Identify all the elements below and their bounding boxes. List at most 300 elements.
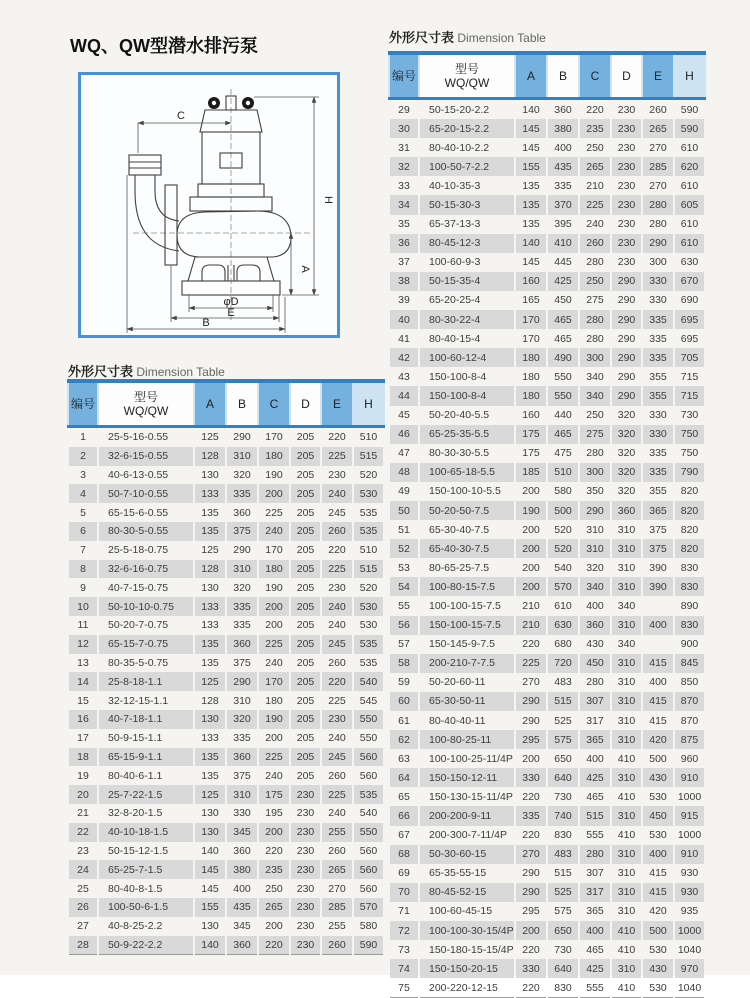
row-number-cell: 12: [68, 635, 98, 654]
dimension-cell: 125: [201, 431, 219, 444]
dimension-cell: 870: [674, 692, 705, 711]
dimension-cell: 290: [579, 501, 611, 520]
dimension-cell: 220: [522, 829, 540, 842]
dimension-cell: 125: [194, 785, 226, 804]
dimension-cell: 270: [515, 845, 547, 864]
row-number-cell: 11: [77, 619, 89, 632]
dimension-cell: 575: [547, 730, 579, 749]
dimension-cell: 335: [515, 806, 547, 825]
model-cell: 100-65-18-5.5: [419, 463, 515, 482]
dimension-cell: 205: [296, 431, 315, 444]
dimension-cell: 335: [226, 597, 258, 616]
dimension-cell: 520: [547, 539, 579, 558]
row-number-cell: 40: [389, 310, 419, 329]
dimension-cell: 875: [674, 730, 705, 749]
dimension-cell: 483: [554, 676, 572, 689]
dimension-cell: 450: [642, 806, 674, 825]
dimension-cell: 650: [547, 921, 579, 940]
dimension-cell: 205: [296, 581, 315, 594]
model-cell: 80-40-6-1.1: [108, 769, 163, 782]
dimension-cell: 155: [515, 157, 547, 176]
dimension-cell: 545: [359, 694, 378, 707]
dimension-cell: 890: [680, 599, 699, 612]
dimension-cell: 135: [194, 635, 226, 654]
dimension-cell: 230: [296, 882, 315, 895]
dimension-cell: 140: [201, 844, 219, 857]
dimension-cell: 590: [680, 103, 699, 116]
col-header-model: [98, 381, 194, 427]
model-cell: 200-220-12-15: [429, 981, 498, 994]
dimension-cell: 820: [674, 539, 705, 558]
row-number-cell: 2: [68, 447, 98, 466]
dimension-cell: 240: [328, 732, 346, 745]
dimension-cell: 140: [194, 936, 226, 955]
dimension-cell: 205: [296, 694, 315, 707]
dimension-cell: 128: [194, 447, 226, 466]
dimension-cell: 230: [296, 920, 315, 933]
dimension-cell: 530: [649, 943, 667, 956]
dimension-cell: 465: [586, 790, 604, 803]
table-header-row: [389, 53, 705, 99]
dimension-cell: 1000: [674, 921, 705, 940]
model-cell: 100-100-25-11/4P: [429, 752, 513, 765]
dimension-cell: 230: [290, 860, 321, 879]
model-cell: 80-30-30-5.5: [429, 447, 490, 460]
dimension-cell: 205: [296, 656, 315, 669]
model-cell: 150-180-15-15/4P: [429, 943, 514, 956]
dimension-cell: 310: [617, 676, 636, 689]
dimension-cell: 235: [258, 860, 290, 879]
row-number-cell: 17: [77, 732, 89, 745]
dimension-cell: 340: [579, 577, 611, 596]
dimension-cell: 370: [547, 195, 579, 214]
dimension-cell: 360: [233, 844, 251, 857]
dimension-cell: 205: [290, 522, 321, 541]
dimension-cell: 450: [554, 294, 572, 307]
dimension-cell: 290: [611, 386, 642, 405]
model-cell: 25-5-18-0.75: [108, 544, 169, 557]
dimension-cell: 340: [579, 386, 611, 405]
row-number-cell: 22: [68, 823, 98, 842]
dimension-cell: 175: [522, 447, 540, 460]
dimension-cell: 200: [515, 921, 547, 940]
dimension-cell: 740: [547, 806, 579, 825]
model-cell: 100-50-7-2.2: [419, 157, 515, 176]
dimension-cell: 520: [359, 468, 378, 481]
dimension-cell: 475: [554, 447, 572, 460]
dimension-cell: 200: [522, 485, 540, 498]
dimension-cell: 750: [674, 425, 705, 444]
table-row: [389, 99, 705, 120]
dimension-cell: 128: [194, 560, 226, 579]
dimension-cell: 365: [642, 501, 674, 520]
model-cell: 40-10-18-1.5: [98, 823, 194, 842]
dimension-cell: 620: [674, 157, 705, 176]
row-number-cell: 53: [398, 561, 410, 574]
dimension-cell: 640: [547, 959, 579, 978]
dimension-cell: 390: [649, 561, 667, 574]
col-header-model-series: WQ/QW: [123, 404, 169, 418]
table-row: [389, 711, 705, 730]
model-cell: 80-30-5-0.55: [98, 522, 194, 541]
dimension-cell: 290: [522, 714, 540, 727]
dimension-cell: 135: [194, 522, 226, 541]
row-number-cell: 25: [77, 882, 89, 895]
dimension-cell: 290: [611, 272, 642, 291]
model-cell: 80-40-40-11: [429, 714, 486, 727]
dimension-cell: 530: [353, 597, 384, 616]
dimension-cell: 410: [617, 943, 636, 956]
dimension-cell: 915: [674, 806, 705, 825]
dimension-cell: 335: [649, 447, 667, 460]
model-cell: 150-100-8-4: [419, 386, 515, 405]
col-header-model: [419, 53, 515, 99]
dimension-cell: 465: [586, 943, 604, 956]
table-row: [389, 482, 705, 501]
table-row: [389, 272, 705, 291]
dimension-cell: 300: [649, 256, 667, 269]
pump-drawing: [81, 75, 337, 335]
dimension-cell: 330: [515, 959, 547, 978]
dimension-cell: 180: [522, 370, 540, 383]
dimension-cell: 845: [674, 654, 705, 673]
dimension-cell: 240: [321, 597, 353, 616]
table-row: [68, 578, 384, 597]
dimension-cell: 225: [265, 506, 283, 519]
dimension-cell: 230: [290, 936, 321, 955]
dimension-cell: 410: [617, 752, 636, 765]
model-cell: 25-8-18-1.1: [98, 672, 194, 691]
table-row: [389, 386, 705, 405]
dimension-cell: 930: [680, 867, 699, 880]
dimension-cell: 400: [579, 921, 611, 940]
dimension-cell: 230: [328, 581, 346, 594]
dimension-cell: 375: [642, 539, 674, 558]
dimension-cell: 435: [226, 898, 258, 917]
dimension-cell: 133: [194, 484, 226, 503]
dimension-cell: 245: [328, 506, 346, 519]
dimension-cell: 750: [680, 447, 699, 460]
dimension-cell: 130: [194, 823, 226, 842]
dimension-cell: 395: [554, 218, 572, 231]
col-header-no: 编号: [389, 53, 419, 99]
table-row: [68, 936, 384, 955]
dimension-cell: 275: [579, 425, 611, 444]
dimension-cell: 335: [642, 310, 674, 329]
dimension-cell: 170: [258, 672, 290, 691]
dimension-cell: 430: [586, 638, 604, 651]
model-cell: 150-150-12-11: [419, 768, 515, 787]
dimension-cell: 330: [515, 768, 547, 787]
row-number-cell: 29: [398, 103, 410, 116]
dimension-cell: 280: [579, 310, 611, 329]
table-row: [68, 785, 384, 804]
model-cell: 50-9-15-1.1: [108, 732, 163, 745]
dimension-cell: 320: [617, 447, 636, 460]
dimension-cell: 335: [233, 732, 251, 745]
dimension-cell: 360: [579, 616, 611, 635]
dimension-cell: 265: [579, 157, 611, 176]
dimension-cell: 910: [674, 768, 705, 787]
dimension-cell: 310: [611, 768, 642, 787]
dimension-cell: 560: [359, 882, 378, 895]
dimension-cell: 910: [674, 845, 705, 864]
dimension-cell: 310: [226, 560, 258, 579]
dimension-cell: 240: [586, 218, 604, 231]
dimension-cell: 310: [617, 905, 636, 918]
model-cell: 65-15-6-0.55: [108, 506, 169, 519]
dimension-cell: 830: [674, 616, 705, 635]
row-number-cell: 41: [398, 332, 410, 345]
table-row: [68, 466, 384, 485]
dimension-cell: 170: [522, 332, 540, 345]
row-number-cell: 18: [68, 748, 98, 767]
section-title-zh: 外形尺寸表: [389, 30, 455, 45]
table-row: [389, 635, 705, 654]
dimension-cell: 265: [258, 898, 290, 917]
col-header-h: H: [353, 381, 384, 427]
dimension-cell: 135: [515, 195, 547, 214]
pump-body-outline: [129, 96, 291, 295]
dimension-cell: 730: [680, 409, 699, 422]
table-row: [68, 823, 384, 842]
dimension-cell: 320: [226, 710, 258, 729]
dimension-cell: 290: [522, 867, 540, 880]
dimension-cell: 220: [321, 672, 353, 691]
row-number-cell: 34: [389, 195, 419, 214]
col-header-d: D: [611, 53, 642, 99]
dimension-cell: 160: [522, 409, 540, 422]
dimension-cell: 230: [296, 844, 315, 857]
dimension-cell: 830: [554, 981, 572, 994]
dimension-cell: 290: [515, 692, 547, 711]
dimension-cell: 605: [674, 195, 705, 214]
dimension-cell: 335: [554, 179, 572, 192]
dimension-cell: 870: [680, 714, 699, 727]
dimension-cell: 560: [359, 769, 378, 782]
model-cell: 100-80-15-7.5: [419, 577, 515, 596]
dimension-cell: 320: [611, 463, 642, 482]
dimension-cell: 145: [522, 256, 540, 269]
dimension-cell: 310: [617, 867, 636, 880]
dimension-cell: 535: [353, 522, 384, 541]
row-number-cell: 71: [398, 905, 410, 918]
dimension-cell: 133: [194, 597, 226, 616]
dimension-cell: 410: [611, 921, 642, 940]
row-number-cell: 36: [389, 234, 419, 253]
row-number-cell: 42: [389, 348, 419, 367]
model-cell: 65-25-35-5.5: [419, 425, 515, 444]
dimension-cell: 135: [201, 656, 219, 669]
row-number-cell: 52: [389, 539, 419, 558]
dimension-cell: 200: [258, 484, 290, 503]
row-number-cell: 66: [389, 806, 419, 825]
table-row: [389, 768, 705, 787]
model-cell: 80-35-5-0.75: [108, 656, 169, 669]
dimension-cell: 360: [226, 748, 258, 767]
dimension-cell: 250: [579, 272, 611, 291]
dimension-cell: 230: [617, 103, 636, 116]
dimension-cell: 130: [201, 920, 219, 933]
dimension-cell: 630: [547, 616, 579, 635]
row-number-cell: 75: [398, 981, 410, 994]
dimension-cell: 190: [265, 581, 283, 594]
model-cell: 32-6-15-0.55: [98, 447, 194, 466]
model-cell: 100-60-12-4: [419, 348, 515, 367]
dimension-cell: 285: [321, 898, 353, 917]
dimension-cell: 365: [579, 730, 611, 749]
dimension-cell: 820: [674, 501, 705, 520]
table-row: [68, 447, 384, 466]
dimension-cell: 205: [290, 447, 321, 466]
dimension-cell: 465: [554, 332, 572, 345]
dimension-cell: 730: [554, 790, 572, 803]
dimension-cell: 140: [522, 103, 540, 116]
dimension-cell: 317: [586, 714, 604, 727]
dimension-cell: 220: [586, 103, 604, 116]
dimension-cell: 200: [265, 920, 283, 933]
dimension-cell: 555: [586, 981, 604, 994]
dimension-cell: 280: [649, 218, 667, 231]
section-title-en: Dimension Table: [136, 365, 225, 379]
row-number-cell: 24: [68, 860, 98, 879]
row-number-cell: 13: [77, 656, 89, 669]
dimension-cell: 205: [290, 597, 321, 616]
dimension-cell: 580: [554, 485, 572, 498]
model-cell: 80-40-10-2.2: [429, 141, 490, 154]
dimension-cell: 240: [328, 619, 346, 632]
dimension-cell: 525: [554, 714, 572, 727]
table-row: [389, 291, 705, 310]
dimension-cell: 270: [522, 676, 540, 689]
dimension-cell: 320: [617, 409, 636, 422]
dimension-cell: 220: [522, 943, 540, 956]
model-cell: 80-65-25-7.5: [429, 561, 490, 574]
dimension-cell: 535: [359, 656, 378, 669]
dimension-table-right: [388, 51, 706, 998]
dimension-cell: 205: [290, 560, 321, 579]
dimension-cell: 240: [328, 807, 346, 820]
dimension-cell: 260: [649, 103, 667, 116]
col-header-e: E: [642, 53, 674, 99]
dimension-cell: 255: [328, 920, 346, 933]
dimension-cell: 290: [617, 370, 636, 383]
col-header-model-zh: 型号: [133, 389, 158, 404]
dimension-cell: 290: [611, 348, 642, 367]
dimension-cell: 160: [515, 272, 547, 291]
dimension-cell: 133: [201, 619, 219, 632]
table-row: [389, 310, 705, 329]
dimension-cell: 530: [649, 790, 667, 803]
model-cell: 80-40-8-1.5: [108, 882, 163, 895]
dimension-cell: 145: [515, 119, 547, 138]
model-cell: 50-20-40-5.5: [429, 409, 490, 422]
dimension-cell: 180: [515, 348, 547, 367]
dimension-cell: 230: [617, 218, 636, 231]
dimension-cell: 245: [321, 635, 353, 654]
table-row: [389, 959, 705, 978]
table-row: [68, 898, 384, 917]
dimension-cell: 830: [674, 577, 705, 596]
model-cell: 150-100-8-4: [429, 370, 487, 383]
table-row: [389, 329, 705, 348]
table-row: [389, 215, 705, 234]
model-cell: 80-40-15-4: [429, 332, 481, 345]
model-cell: 40-8-25-2.2: [108, 920, 163, 933]
dimension-cell: 435: [547, 157, 579, 176]
dimension-cell: 270: [649, 141, 667, 154]
dimension-cell: 250: [586, 409, 604, 422]
dimension-cell: 225: [321, 785, 353, 804]
dimension-cell: 265: [321, 860, 353, 879]
model-cell: 50-20-7-0.75: [108, 619, 169, 632]
dimension-cell: 230: [296, 807, 315, 820]
dimension-cell: 425: [579, 959, 611, 978]
dimension-cell: 340: [586, 370, 604, 383]
model-cell: 200-210-7-7.5: [419, 654, 515, 673]
dimension-cell: 295: [515, 730, 547, 749]
table-row: [389, 444, 705, 463]
dimension-cell: 445: [554, 256, 572, 269]
table-row: [389, 539, 705, 558]
model-cell: 150-150-20-15: [419, 959, 515, 978]
dimension-cell: 510: [359, 544, 378, 557]
row-number-cell: 1: [80, 431, 86, 444]
dimension-cell: 240: [321, 484, 353, 503]
table-row: [389, 940, 705, 959]
dimension-cell: 335: [649, 332, 667, 345]
dimension-cell: 580: [359, 920, 378, 933]
dimension-cell: 135: [201, 506, 219, 519]
row-number-cell: 7: [80, 544, 86, 557]
dimension-cell: 415: [642, 654, 674, 673]
dimension-cell: 715: [680, 370, 699, 383]
table-row: [68, 635, 384, 654]
row-number-cell: 44: [389, 386, 419, 405]
dimension-cell: 330: [642, 425, 674, 444]
model-cell: 65-37-13-3: [429, 218, 481, 231]
row-number-cell: 31: [398, 141, 410, 154]
row-number-cell: 5: [80, 506, 86, 519]
model-cell: 150-145-9-7.5: [429, 638, 495, 651]
dimension-cell: 290: [611, 310, 642, 329]
dimension-cell: 270: [649, 179, 667, 192]
dimension-cell: 175: [515, 425, 547, 444]
row-number-cell: 49: [398, 485, 410, 498]
row-number-cell: 14: [68, 672, 98, 691]
dimension-cell: 360: [611, 501, 642, 520]
dimension-cell: 430: [642, 959, 674, 978]
dimension-cell: 415: [642, 692, 674, 711]
dimension-cell: 930: [674, 883, 705, 902]
dimension-cell: 220: [265, 844, 283, 857]
dimension-cell: 310: [611, 692, 642, 711]
dimension-cell: 145: [201, 882, 219, 895]
dimension-cell: 515: [353, 560, 384, 579]
dimension-cell: 145: [522, 141, 540, 154]
row-number-cell: 56: [389, 616, 419, 635]
dimension-cell: 365: [586, 905, 604, 918]
table-row: [389, 845, 705, 864]
dimension-cell: 575: [554, 905, 572, 918]
dimension-cell: 145: [194, 860, 226, 879]
model-cell: 32-6-16-0.75: [98, 560, 194, 579]
table-row: [389, 138, 705, 157]
dimension-cell: 190: [265, 468, 283, 481]
table-row: [389, 463, 705, 482]
dimension-cell: 230: [611, 119, 642, 138]
dimension-cell: 550: [353, 710, 384, 729]
